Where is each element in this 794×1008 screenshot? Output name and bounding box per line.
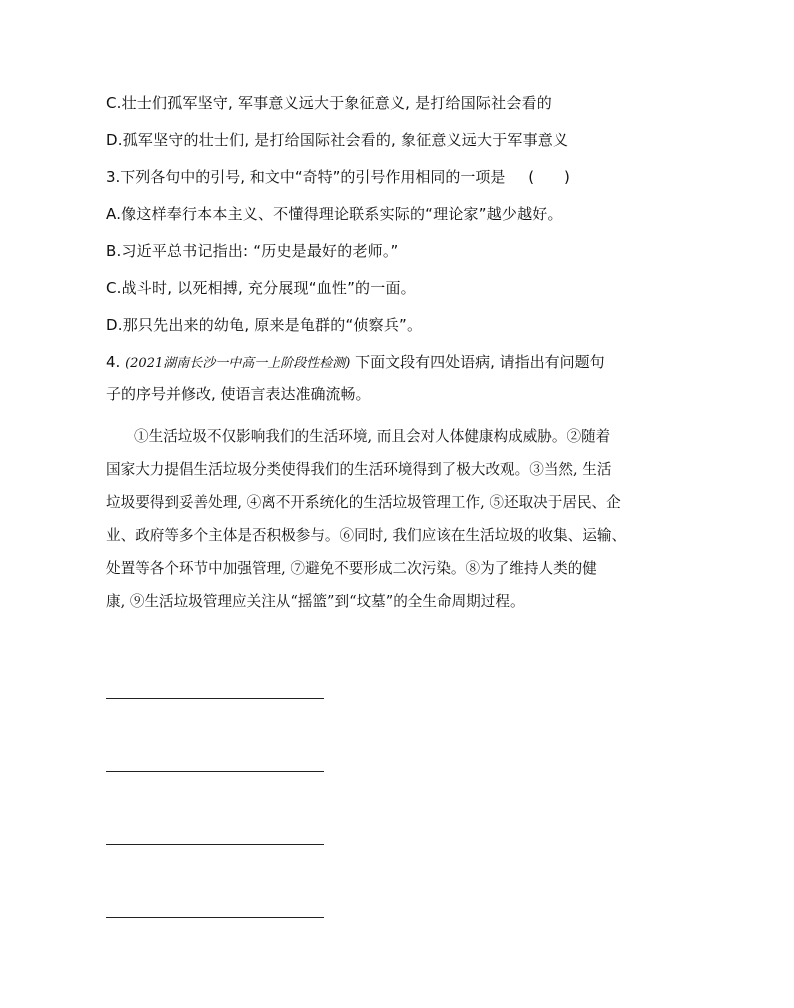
- question-4-text: 下面文段有四处语病, 请指出有问题句: [355, 353, 605, 371]
- passage-line: 处置等各个环节中加强管理, ⑦避免不要形成二次污染。⑧为了维持人类的健: [106, 560, 597, 577]
- option-3c: C.战斗时, 以死相搏, 充分展现“血性”的一面。: [106, 279, 416, 297]
- option-3a: A.像这样奉行本本主义、不懂得理论联系实际的“理论家”越少越好。: [106, 205, 563, 223]
- passage: [106, 420, 706, 618]
- answer-line-3[interactable]: [106, 844, 324, 845]
- question-4-stem: [106, 351, 605, 375]
- answer-line-4[interactable]: [106, 917, 324, 918]
- answer-bracket: ( ): [528, 168, 570, 186]
- option-3b: B.习近平总书记指出: “历史是最好的老师。”: [106, 242, 399, 260]
- passage-line: 垃圾要得到妥善处理, ④离不开系统化的生活垃圾管理工作, ⑤还取决于居民、企: [106, 494, 621, 511]
- question-4-stem-cont: 子的序号并修改, 使语言表达准确流畅。: [106, 385, 371, 403]
- passage-line: 业、政府等多个主体是否积极参与。⑥同时, 我们应该在生活垃圾的收集、运输、: [106, 527, 627, 544]
- question-3-text: 3.下列各句中的引号, 和文中“奇特”的引号作用相同的一项是: [106, 168, 506, 186]
- passage-line: 国家大力提倡生活垃圾分类使得我们的生活环境得到了极大改观。③当然, 生活: [106, 461, 612, 478]
- option-2d: D.孤军坚守的壮士们, 是打给国际社会看的, 象征意义远大于军事意义: [106, 131, 569, 149]
- question-3-stem: [106, 166, 570, 188]
- answer-line-1[interactable]: [106, 698, 324, 699]
- answer-line-2[interactable]: [106, 771, 324, 772]
- option-2c: C.壮士们孤军坚守, 军事意义远大于象征意义, 是打给国际社会看的: [106, 94, 552, 112]
- question-4-source: (2021湖南长沙一中高一上阶段性检测): [125, 356, 351, 371]
- option-3d: D.那只先出来的幼龟, 原来是龟群的“侦察兵”。: [106, 316, 423, 334]
- passage-line: 康, ⑨生活垃圾管理应关注从“摇篮”到“坟墓”的全生命周期过程。: [106, 593, 525, 610]
- passage-line: ①生活垃圾不仅影响我们的生活环境, 而且会对人体健康构成威胁。②随着: [134, 428, 611, 445]
- question-4-number: 4.: [106, 353, 121, 371]
